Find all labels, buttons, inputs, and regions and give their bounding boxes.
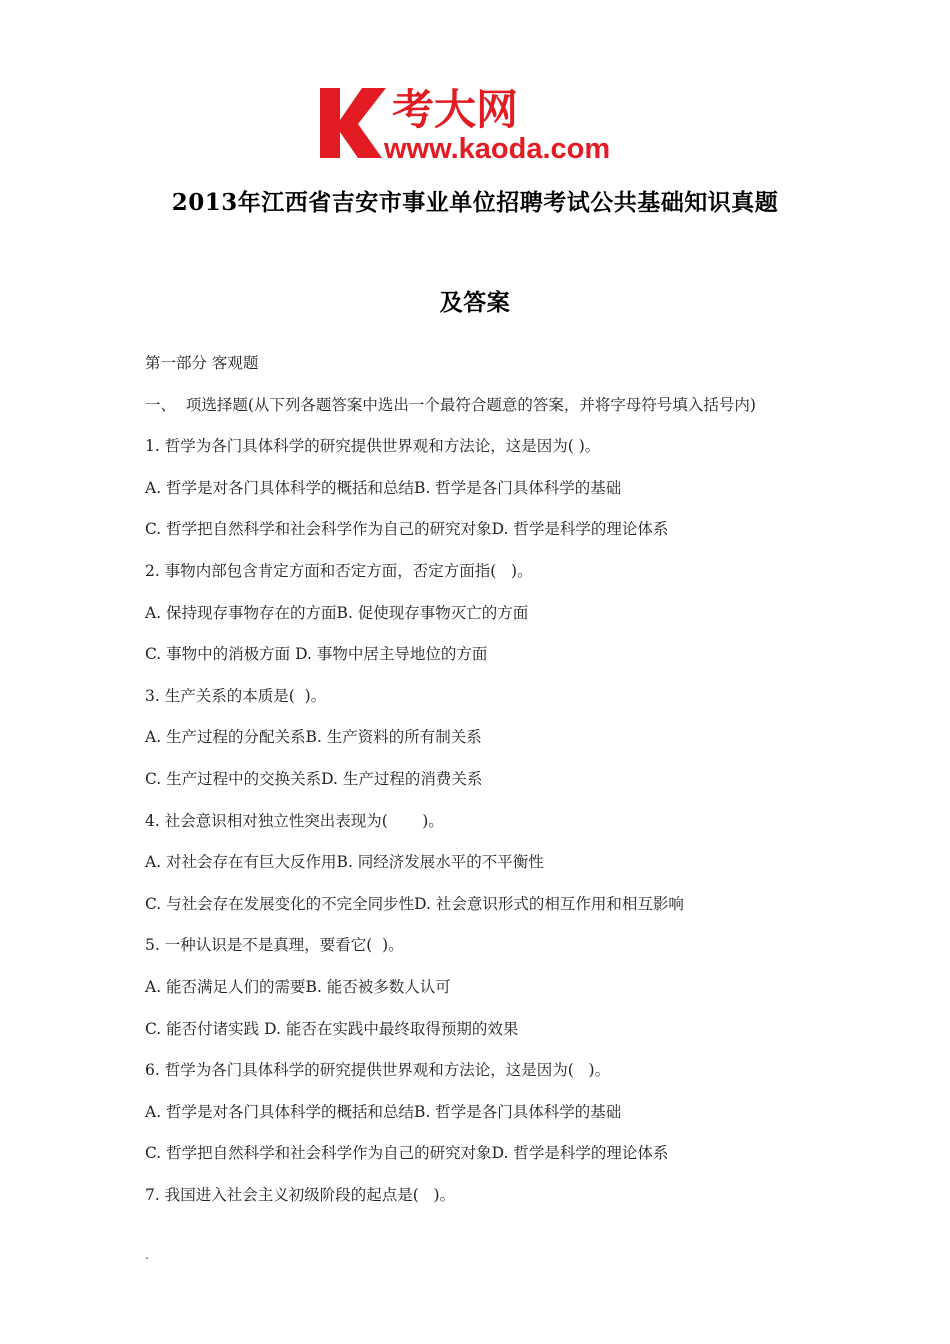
question-3: 3. 生产关系的本质是( )。 (145, 686, 327, 705)
section-heading: 第一部分 客观题 (145, 354, 259, 372)
kaoda-logo (318, 80, 638, 164)
question-4-options-cd: C. 与社会存在发展变化的不完全同步性D. 社会意识形式的相互作用和相互影响 (145, 894, 684, 913)
question-4: 4. 社会意识相对独立性突出表现为( )。 (145, 811, 444, 830)
question-5-options-ab: A. 能否满足人们的需要B. 能否被多数人认可 (145, 977, 451, 996)
question-4-options-ab: A. 对社会存在有巨大反作用B. 同经济发展水平的不平衡性 (145, 853, 544, 872)
question-3-options-ab: A. 生产过程的分配关系B. 生产资料的所有制关系 (145, 728, 482, 747)
question-2-options-cd: C. 事物中的消极方面 D. 事物中居主导地位的方面 (145, 645, 488, 664)
logo-url-text: www.kaoda.com (384, 133, 611, 164)
question-6-options-ab: A. 哲学是对各门具体科学的概括和总结B. 哲学是各门具体科学的基础 (145, 1102, 622, 1121)
question-1: 1. 哲学为各门具体科学的研究提供世界观和方法论，这是因为( )。 (145, 437, 601, 456)
question-2: 2. 事物内部包含肯定方面和否定方面，否定方面指( )。 (145, 561, 533, 580)
logo-chinese-text: 考大网 (392, 85, 519, 134)
question-1-options-ab: A. 哲学是对各门具体科学的概括和总结B. 哲学是各门具体科学的基础 (145, 478, 622, 497)
question-3-options-cd: C. 生产过程中的交换关系D. 生产过程的消费关系 (145, 769, 483, 788)
page-title-line-2: 及答案 (439, 289, 511, 316)
question-1-options-cd: C. 哲学把自然科学和社会科学作为自己的研究对象D. 哲学是科学的理论体系 (145, 520, 669, 539)
question-2-options-ab: A. 保持现存事物存在的方面B. 促使现存事物灭亡的方面 (145, 603, 529, 622)
page-title-line-1: 2013年江西省吉安市事业单位招聘考试公共基础知识真题 (171, 189, 779, 216)
question-6: 6. 哲学为各门具体科学的研究提供世界观和方法论，这是因为( )。 (145, 1061, 611, 1080)
question-6-options-cd: C. 哲学把自然科学和社会科学作为自己的研究对象D. 哲学是科学的理论体系 (145, 1144, 669, 1163)
question-7: 7. 我国进入社会主义初级阶段的起点是( )。 (145, 1185, 456, 1204)
question-5-options-cd: C. 能否付诸实践 D. 能否在实践中最终取得预期的效果 (145, 1019, 519, 1038)
question-type-instructions: 一、 项选择题(从下列各题答案中选出一个最符合题意的答案，并将字母符号填入括号内) (145, 395, 756, 414)
k-mark-icon (320, 88, 386, 158)
document-body (145, 348, 845, 1221)
page-footer-mark: . (145, 1248, 149, 1262)
logo-graphic (318, 80, 638, 164)
question-5: 5. 一种认识是不是真理，要看它( )。 (145, 936, 404, 955)
